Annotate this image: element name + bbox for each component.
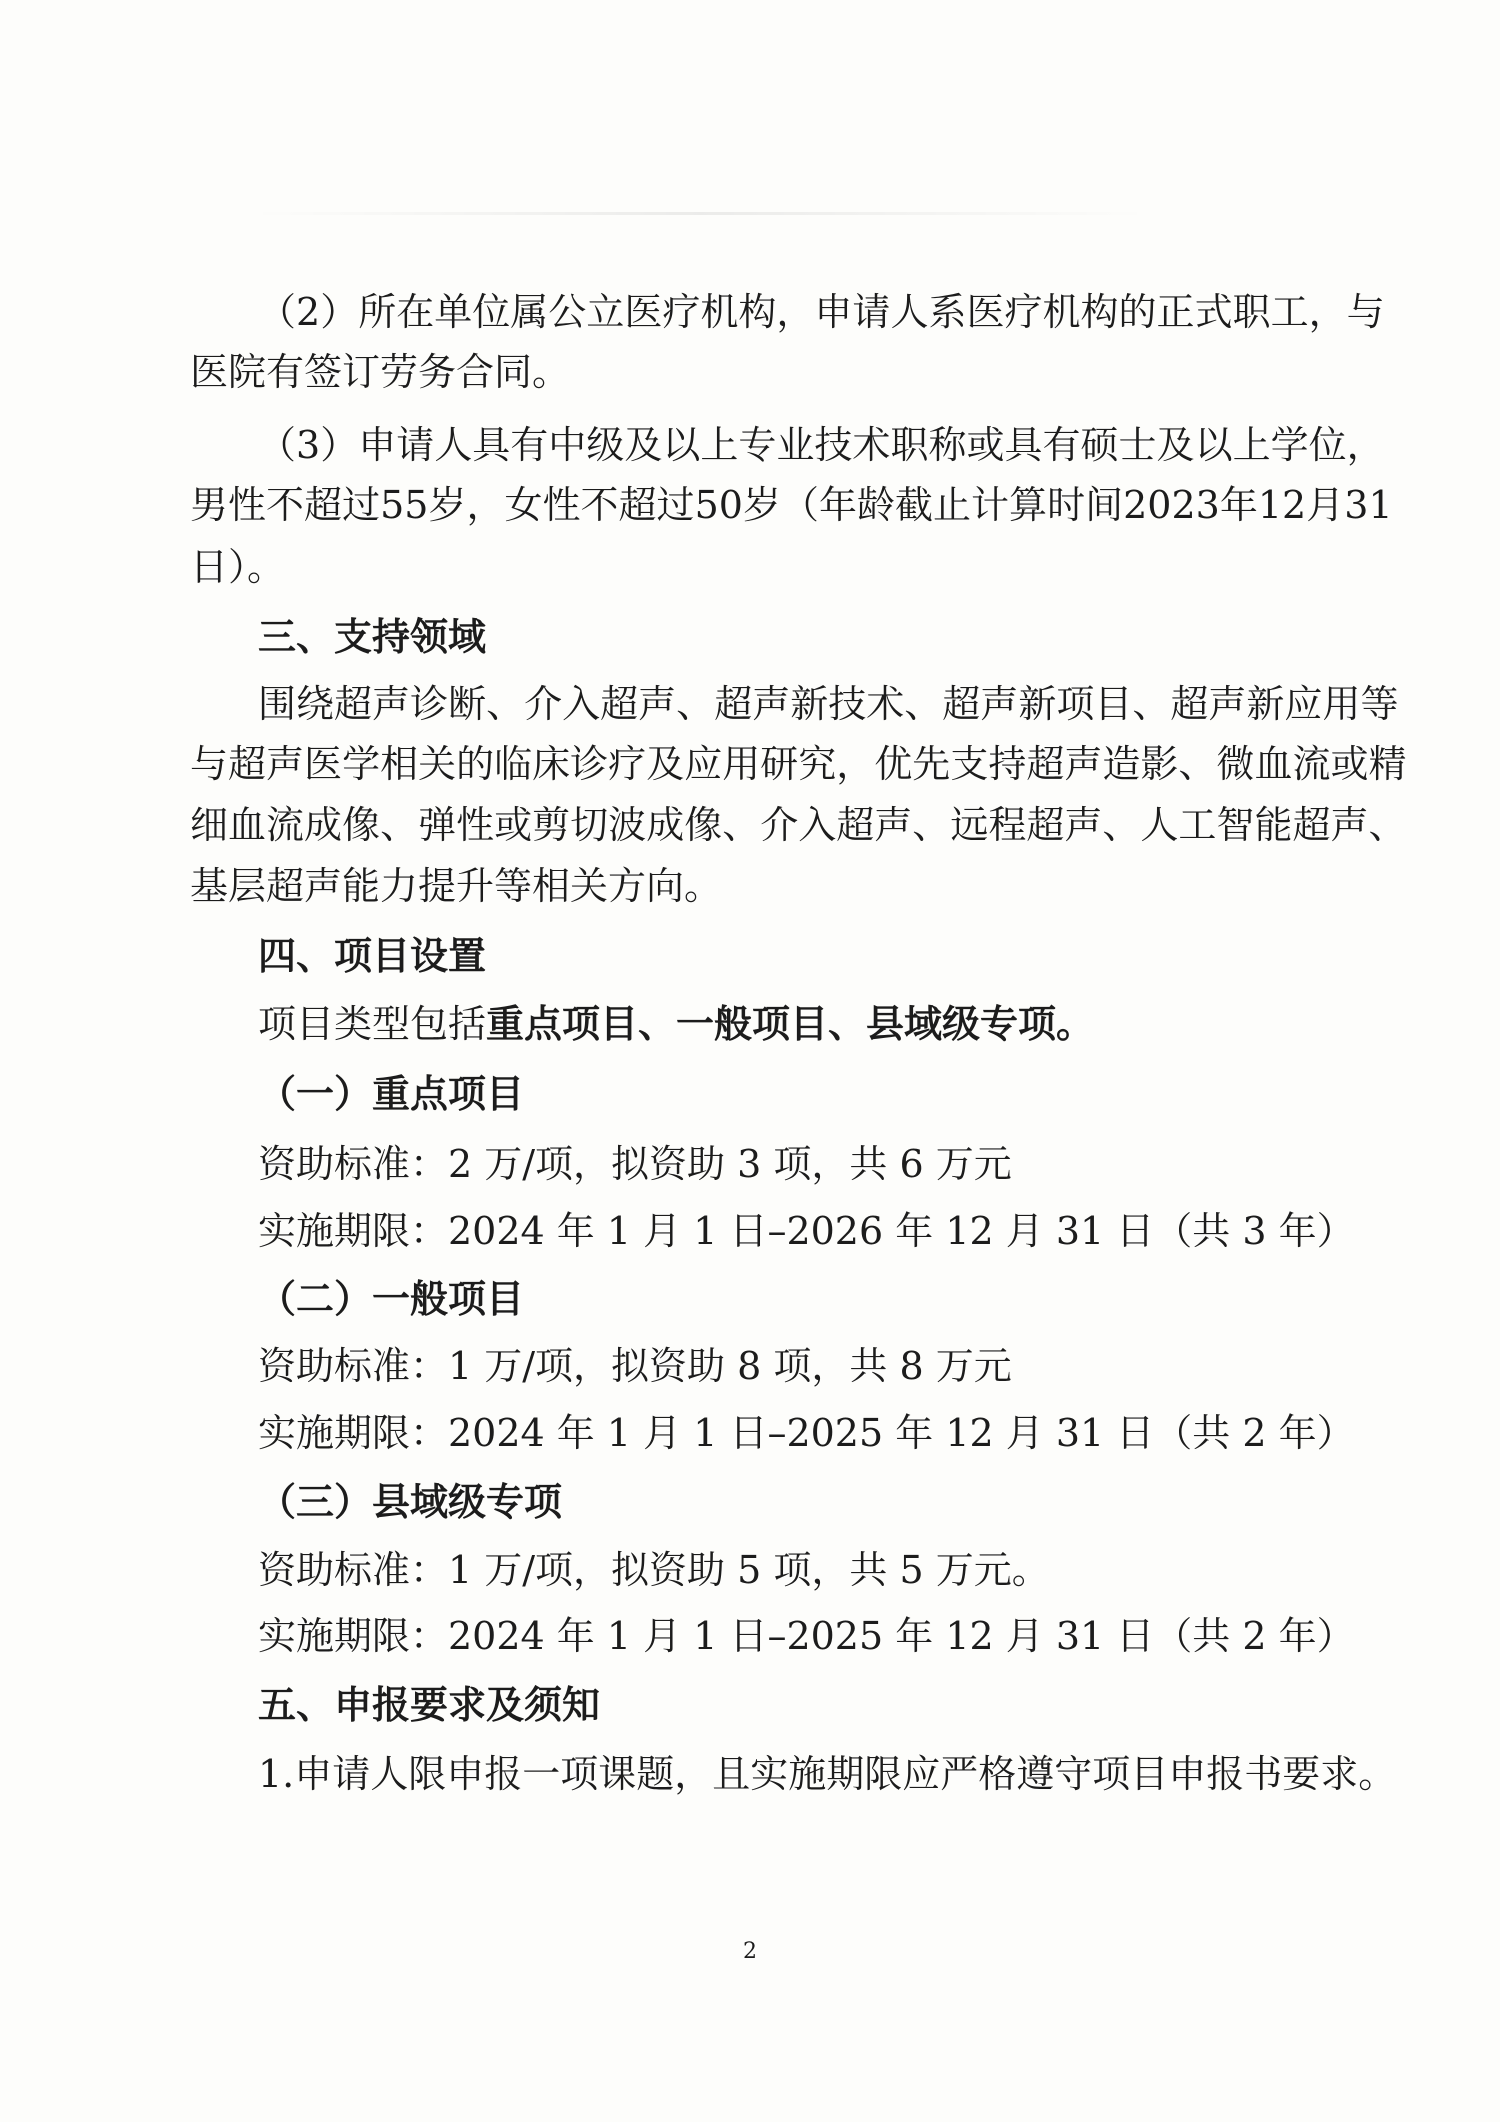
paragraph-line: 与 超 声 医 学 相 关 的 临 床 诊 疗 及 应 用 研 究 ， 优 先 支 持 超 声 造 影 、 微 血 流 或 精 — [190, 742, 1407, 786]
paragraph-line: 项目类型包括重点项目、一般项目、县域级专项。 — [258, 1001, 1095, 1046]
scan-artifact — [250, 212, 1150, 215]
paragraph-line: 实施期限：2024 年 1 月 1 日–2025 年 12 月 31 日（共 2 年） — [258, 1614, 1355, 1658]
section-heading: 四、项目设置 — [258, 933, 487, 978]
section-heading: 五、申报要求及须知 — [258, 1682, 601, 1727]
section-heading: （二）一般项目 — [258, 1276, 525, 1321]
page-number: 2 — [743, 1939, 757, 1964]
paragraph-line: 医院有签订劳务合同。 — [190, 350, 571, 394]
paragraph-line: 资助标准：1 万/项，拟资助 5 项，共 5 万元。 — [258, 1548, 1050, 1592]
paragraph-line: 实施期限：2024 年 1 月 1 日–2026 年 12 月 31 日（共 3 年） — [258, 1209, 1355, 1253]
paragraph-line: 细 血 流 成 像 、 弹 性 或 剪 切 波 成 像 、 介 入 超 声 、 远 程 超 声 、 人 工 智 能 超 声 、 — [190, 803, 1407, 847]
paragraph-line: 日）。 — [190, 545, 286, 589]
paragraph-line: 资助标准：1 万/项，拟资助 8 项，共 8 万元 — [258, 1344, 1012, 1388]
paragraph-line: 基层超声能力提升等相关方向。 — [190, 864, 723, 908]
paragraph-line: 1.申请人限申报一项课题，且实施期限应严格遵守项目申报书要求。 — [258, 1752, 1397, 1796]
paragraph-line: （ 3 ） 申 请 人 具 有 中 级 及 以 上 专 业 技 术 职 称 或 具 有 硕 士 及 以 上 学 位 ， — [258, 423, 1385, 467]
paragraph-line: 围 绕 超 声 诊 断 、 介 入 超 声 、 超 声 新 技 术 、 超 声 新 项 目 、 超 声 新 应 用 等 — [258, 682, 1399, 726]
paragraph-line: 实施期限：2024 年 1 月 1 日–2025 年 12 月 31 日（共 2 年） — [258, 1411, 1355, 1455]
paragraph-line: （ 2 ） 所 在 单 位 属 公 立 医 疗 机 构 ， 申 请 人 系 医 疗 机 构 的 正 式 职 工 ， 与 — [258, 290, 1385, 334]
section-heading: （一）重点项目 — [258, 1071, 525, 1116]
project-types-emphasis: 重点项目、一般项目、县域级专项。 — [486, 1001, 1095, 1046]
section-heading: （三）县域级专项 — [258, 1479, 563, 1524]
paragraph-line: 男 性 不 超 过 5 5 岁 ， 女 性 不 超 过 5 0 岁 （ 年 龄 截 止 计 算 时 间 2 0 2 3 年 1 2 月 3 1 — [190, 483, 1393, 527]
section-heading: 三、支持领域 — [258, 614, 487, 659]
paragraph-line: 资助标准：2 万/项，拟资助 3 项，共 6 万元 — [258, 1142, 1012, 1186]
